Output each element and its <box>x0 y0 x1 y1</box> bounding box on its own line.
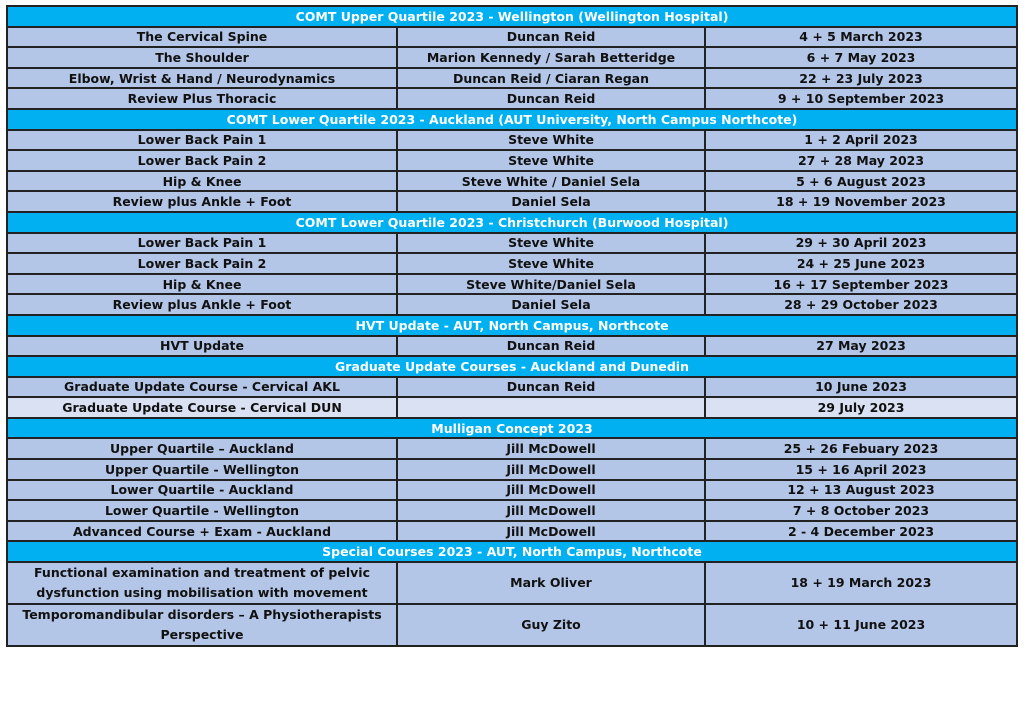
date-cell: 2 - 4 December 2023 <box>705 521 1017 542</box>
presenter-cell: Duncan Reid <box>397 88 705 109</box>
course-name-cell: The Shoulder <box>7 47 397 68</box>
course-row <box>7 274 1017 295</box>
section-title: Special Courses 2023 - AUT, North Campus, Northcote <box>7 541 1017 562</box>
presenter-cell: Steve White <box>397 130 705 151</box>
course-name-cell: Hip & Knee <box>7 274 397 295</box>
date-cell: 15 + 16 April 2023 <box>705 459 1017 480</box>
course-row <box>7 604 1017 646</box>
date-cell: 5 + 6 August 2023 <box>705 171 1017 192</box>
section-header-row <box>7 315 1017 336</box>
date-cell: 25 + 26 Febuary 2023 <box>705 438 1017 459</box>
course-row <box>7 562 1017 604</box>
course-row <box>7 336 1017 357</box>
section-title: COMT Lower Quartile 2023 - Auckland (AUT University, North Campus Northcote) <box>7 109 1017 130</box>
presenter-cell: Jill McDowell <box>397 438 705 459</box>
course-name-cell: Lower Back Pain 2 <box>7 253 397 274</box>
course-name-cell: Review plus Ankle + Foot <box>7 191 397 212</box>
course-name-cell: Elbow, Wrist & Hand / Neurodynamics <box>7 68 397 89</box>
presenter-cell: Steve White <box>397 253 705 274</box>
course-name-cell: Graduate Update Course - Cervical DUN <box>7 397 397 418</box>
date-cell: 6 + 7 May 2023 <box>705 47 1017 68</box>
section-header-row <box>7 356 1017 377</box>
date-cell: 29 + 30 April 2023 <box>705 233 1017 254</box>
course-name-cell: The Cervical Spine <box>7 27 397 48</box>
presenter-cell: Jill McDowell <box>397 500 705 521</box>
presenter-cell: Steve White <box>397 150 705 171</box>
course-row <box>7 171 1017 192</box>
course-row <box>7 397 1017 418</box>
section-header-row <box>7 418 1017 439</box>
course-row <box>7 480 1017 501</box>
course-row <box>7 459 1017 480</box>
presenter-cell: Steve White / Daniel Sela <box>397 171 705 192</box>
course-name-cell: Temporomandibular disorders – A Physiotherapists Perspective <box>7 604 397 646</box>
course-name-cell: Functional examination and treatment of pelvic dysfunction using mobilisation with movement <box>7 562 397 604</box>
date-cell: 18 + 19 March 2023 <box>705 562 1017 604</box>
date-cell: 4 + 5 March 2023 <box>705 27 1017 48</box>
section-title: COMT Lower Quartile 2023 - Christchurch (Burwood Hospital) <box>7 212 1017 233</box>
course-name-cell: Lower Quartile - Wellington <box>7 500 397 521</box>
course-name-cell: Graduate Update Course - Cervical AKL <box>7 377 397 398</box>
date-cell: 12 + 13 August 2023 <box>705 480 1017 501</box>
course-name-cell: Hip & Knee <box>7 171 397 192</box>
course-name-cell: Lower Back Pain 1 <box>7 233 397 254</box>
presenter-cell: Daniel Sela <box>397 191 705 212</box>
presenter-cell: Duncan Reid / Ciaran Regan <box>397 68 705 89</box>
section-header-row <box>7 109 1017 130</box>
presenter-cell: Steve White/Daniel Sela <box>397 274 705 295</box>
presenter-cell <box>397 397 705 418</box>
course-schedule-table <box>6 5 1018 647</box>
date-cell: 18 + 19 November 2023 <box>705 191 1017 212</box>
date-cell: 28 + 29 October 2023 <box>705 294 1017 315</box>
course-row <box>7 191 1017 212</box>
date-cell: 9 + 10 September 2023 <box>705 88 1017 109</box>
presenter-cell: Duncan Reid <box>397 336 705 357</box>
presenter-cell: Mark Oliver <box>397 562 705 604</box>
date-cell: 27 May 2023 <box>705 336 1017 357</box>
presenter-cell: Duncan Reid <box>397 27 705 48</box>
course-name-cell: Upper Quartile – Auckland <box>7 438 397 459</box>
course-row <box>7 47 1017 68</box>
section-title: Graduate Update Courses - Auckland and Dunedin <box>7 356 1017 377</box>
course-name-cell: Lower Back Pain 2 <box>7 150 397 171</box>
presenter-cell: Jill McDowell <box>397 521 705 542</box>
course-row <box>7 438 1017 459</box>
course-name-cell: Lower Back Pain 1 <box>7 130 397 151</box>
date-cell: 7 + 8 October 2023 <box>705 500 1017 521</box>
course-name-cell: Upper Quartile - Wellington <box>7 459 397 480</box>
date-cell: 22 + 23 July 2023 <box>705 68 1017 89</box>
date-cell: 10 June 2023 <box>705 377 1017 398</box>
presenter-cell: Duncan Reid <box>397 377 705 398</box>
section-header-row <box>7 6 1017 27</box>
presenter-cell: Steve White <box>397 233 705 254</box>
course-name-cell: Advanced Course + Exam - Auckland <box>7 521 397 542</box>
presenter-cell: Jill McDowell <box>397 459 705 480</box>
course-row <box>7 233 1017 254</box>
section-header-row <box>7 212 1017 233</box>
presenter-cell: Daniel Sela <box>397 294 705 315</box>
presenter-cell: Marion Kennedy / Sarah Betteridge <box>397 47 705 68</box>
course-row <box>7 377 1017 398</box>
course-row <box>7 500 1017 521</box>
course-name-cell: HVT Update <box>7 336 397 357</box>
presenter-cell: Jill McDowell <box>397 480 705 501</box>
section-title: COMT Upper Quartile 2023 - Wellington (Wellington Hospital) <box>7 6 1017 27</box>
course-row <box>7 88 1017 109</box>
course-row <box>7 521 1017 542</box>
section-title: HVT Update - AUT, North Campus, Northcote <box>7 315 1017 336</box>
date-cell: 24 + 25 June 2023 <box>705 253 1017 274</box>
course-name-cell: Review plus Ankle + Foot <box>7 294 397 315</box>
date-cell: 29 July 2023 <box>705 397 1017 418</box>
date-cell: 16 + 17 September 2023 <box>705 274 1017 295</box>
presenter-cell: Guy Zito <box>397 604 705 646</box>
course-row <box>7 294 1017 315</box>
course-row <box>7 68 1017 89</box>
section-title: Mulligan Concept 2023 <box>7 418 1017 439</box>
course-name-cell: Lower Quartile - Auckland <box>7 480 397 501</box>
date-cell: 10 + 11 June 2023 <box>705 604 1017 646</box>
date-cell: 1 + 2 April 2023 <box>705 130 1017 151</box>
course-row <box>7 27 1017 48</box>
course-row <box>7 130 1017 151</box>
schedule-body <box>7 6 1017 646</box>
course-name-cell: Review Plus Thoracic <box>7 88 397 109</box>
section-header-row <box>7 541 1017 562</box>
date-cell: 27 + 28 May 2023 <box>705 150 1017 171</box>
course-row <box>7 150 1017 171</box>
course-row <box>7 253 1017 274</box>
